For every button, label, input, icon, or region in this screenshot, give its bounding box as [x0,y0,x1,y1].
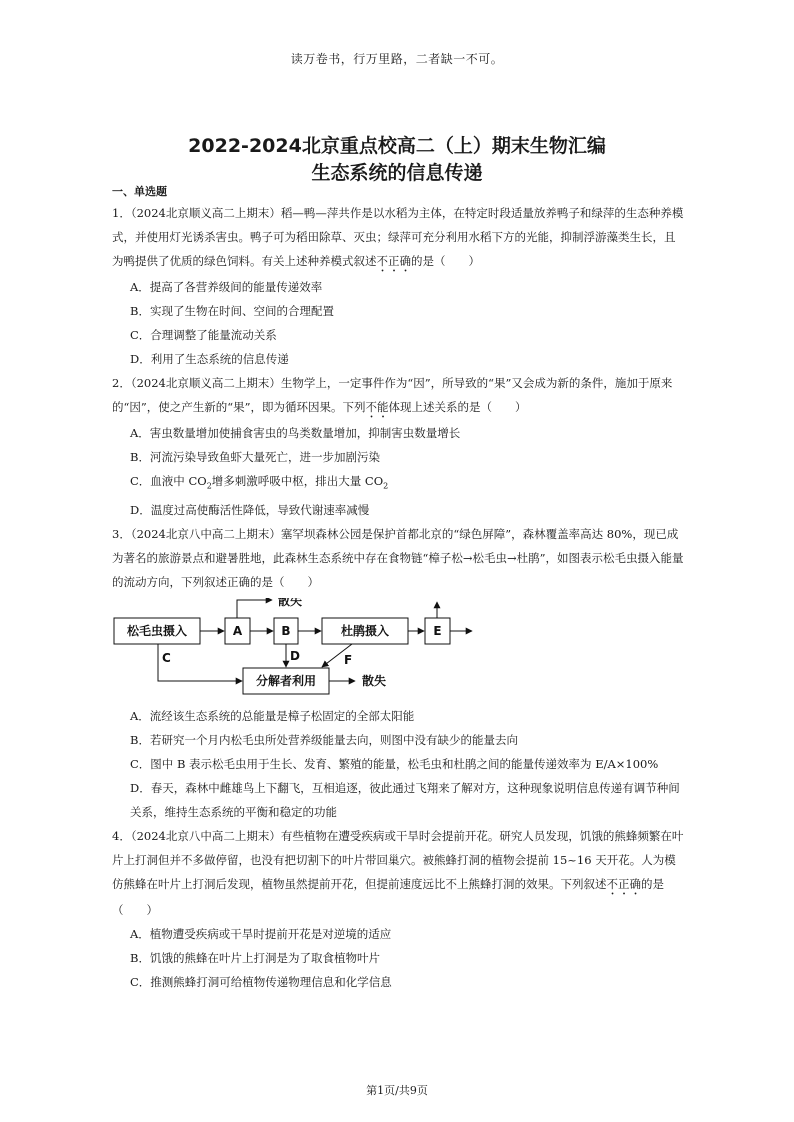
label-songmaochong: 松毛虫摄入 [126,624,188,639]
page-footer: 第1页/共9页 [366,1084,428,1097]
question-4-option-a: A．植物遭受疾病或干旱时提前开花是对逆境的适应 [130,927,392,942]
question-3-option-b: B．若研究一个月内松毛虫所处营养级能量去向，则图中没有缺少的能量去向 [130,733,518,748]
document-subtitle: 生态系统的信息传递 [311,162,483,184]
question-2-stem: 2．（2024北京顺义高二上期末）生物学上，一定事件作为“因”，所导致的“果”又会成为新的条件，施加于原来的“因”，使之产生新的“果”，即为循环因果。下列不能体现上述关系的是（ ） [112,376,673,414]
section-heading: 一、单选题 [112,185,167,198]
question-3-stem: 3．（2024北京八中高二上期末）塞罕坝森林公园是保护首都北京的“绿色屏障”，森林覆盖率高达 80%，现已成为著名的旅游景点和避暑胜地，此森林生态系统中存在食物链“樟子松→松毛虫→杜鹃”，如图表示松毛虫摄入能量的流动方向，下列叙述正确的是（ ） [112,527,684,590]
question-1-option-a: A．提高了各营养级间的能量传递效率 [130,280,323,294]
question-3-option-d: D．春天，森林中雌雄鸟上下翻飞，互相追逐，彼此通过飞翔来了解对方，这种现象说明信息传递有调节种间关系，维持生态系统的平衡和稳定的功能 [130,781,680,820]
energy-flow-diagram [112,598,686,704]
question-2-option-a: A．害虫数量增加使捕食害虫的鸟类数量增加，抑制害虫数量增长 [130,426,461,440]
question-1-option-d: D．利用了生态系统的信息传递 [130,352,289,366]
document-title: 2022-2024北京重点校高二（上）期末生物汇编 [188,135,606,157]
question-2-option-b: B．河流污染导致鱼虾大量死亡，进一步加剧污染 [130,450,380,464]
question-2-option-d: D．温度过高使酶活性降低，导致代谢速率减慢 [130,503,370,518]
label-c: C [162,651,171,666]
question-3-option-c: C．图中 B 表示松毛虫用于生长、发育、繁殖的能量，松毛虫和杜鹃之间的能量传递效率为 E/A×100% [130,757,659,772]
label-dujuan: 杜鹃摄入 [340,624,390,639]
question-3-option-a: A．流经该生态系统的总能量是樟子松固定的全部太阳能 [130,709,415,724]
question-2-option-c: C．血液中 $CO_2$增多刺激呼吸中枢，排出大量 $CO_2$ [130,474,389,491]
label-f: F [344,653,353,668]
label-e: E [433,624,442,639]
energy-flow-svg [112,598,686,704]
arrow-a-sanshi [237,600,272,618]
label-a: A [232,624,243,639]
question-4-option-b: B．饥饿的熊蜂在叶片上打洞是为了取食植物叶片 [130,951,380,966]
label-sanshi-top: 散失 [278,598,303,609]
page-header: 读万卷书，行万里路，二者缺一不可。 [290,52,504,66]
question-4-option-c: C．推测熊蜂打洞可给植物传递物理信息和化学信息 [130,975,392,990]
label-b: B [281,624,291,639]
question-1-option-b: B．实现了生物在时间、空间的合理配置 [130,304,334,318]
question-1-option-c: C．合理调整了能量流动关系 [130,328,277,342]
question-1-stem: 1．（2024北京顺义高二上期末）稻—鸭—萍共作是以水稻为主体，在特定时段适量放养鸭子和绿萍的生态种养模式，并使用灯光诱杀害虫。鸭子可为稻田除草、灭虫；绿萍可充分利用水稻下方的光能，抑制浮游藻类生长，且为鸭提供了优质的绿色饲料。有关上述种养模式叙述不正确的是（ ） [112,206,684,268]
question-4-stem: 4．（2024北京八中高二上期末）有些植物在遭受疾病或干旱时会提前开花。研究人员发现，饥饿的熊蜂频繁在叶片上打洞但并不多做停留，也没有把切割下的叶片带回巢穴。被熊蜂打洞的植物会提前 15~16 天开花。人为模仿熊蜂在叶片上打洞后发现，植物虽然提前开花，但提前速度远比不上熊蜂打洞的效果。下列叙述不正确的是（ ） [112,829,684,918]
label-sanshi-bottom: 散失 [362,674,387,689]
label-fenjie: 分解者利用 [255,674,317,689]
document-body [112,183,686,994]
label-d: D [290,649,300,664]
